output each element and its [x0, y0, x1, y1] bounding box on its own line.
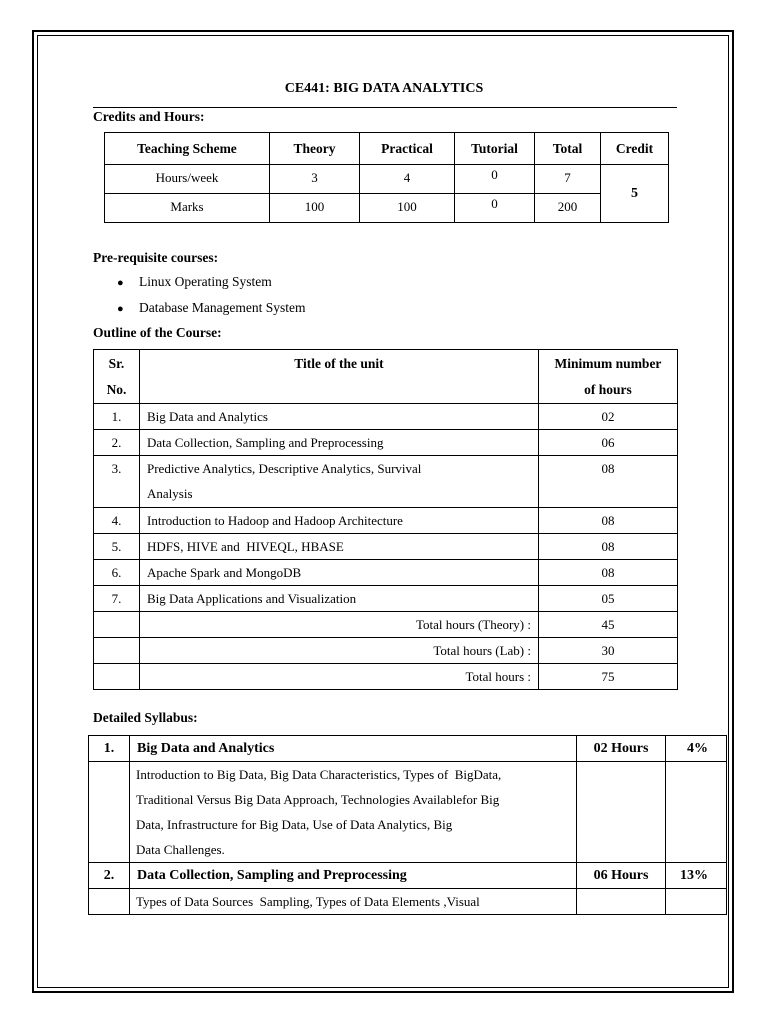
credits-row-marks — [105, 194, 669, 223]
table-row — [94, 534, 678, 560]
syllabus-table — [88, 735, 727, 915]
credits-cell: 0 — [455, 194, 535, 223]
outline-table — [93, 349, 678, 690]
credits-header-cell: Teaching Scheme — [105, 133, 270, 165]
course-title: CE441: BIG DATA ANALYTICS — [284, 81, 484, 96]
bullet-icon: ● — [117, 277, 124, 289]
credits-cell: 0 — [455, 165, 535, 194]
total-value: 45 — [539, 612, 678, 638]
syllabus-unit-title: Data Collection, Sampling and Preprocessing — [130, 863, 577, 889]
hours-header-line: of hours — [584, 382, 632, 397]
syllabus-unit-percent: 13% — [666, 863, 727, 889]
empty-cell — [577, 762, 666, 863]
sr-header-line: Sr. — [108, 356, 125, 371]
unit-hours: 05 — [539, 586, 678, 612]
hours-header-line: Minimum number — [554, 356, 662, 371]
credits-header-cell: Practical — [360, 133, 455, 165]
empty-cell — [577, 889, 666, 915]
sr-header-line: No. — [106, 382, 127, 397]
credits-cell: 4 — [360, 165, 455, 194]
prerequisite-label: Database Management System — [139, 300, 306, 315]
unit-title: Big Data and Analytics — [140, 404, 539, 430]
empty-cell — [94, 638, 140, 664]
prerequisite-item — [117, 274, 272, 290]
syllabus-unit-description — [130, 762, 577, 863]
credits-heading: Credits and Hours: — [93, 109, 205, 124]
credits-cell: 3 — [270, 165, 360, 194]
credits-header-row — [105, 133, 669, 165]
credits-header-cell: Credit — [601, 133, 669, 165]
empty-cell — [666, 762, 727, 863]
syllabus-unit-title: Big Data and Analytics — [130, 736, 577, 762]
outline-header-row — [94, 350, 678, 404]
empty-cell — [89, 762, 130, 863]
title-divider — [93, 107, 677, 108]
syllabus-unit-number: 2. — [89, 863, 130, 889]
bullet-icon: ● — [117, 303, 124, 315]
sr-no-header — [94, 350, 140, 404]
credit-value: 5 — [601, 165, 669, 223]
unit-title-line: Predictive Analytics, Descriptive Analytics, Survival — [147, 461, 422, 476]
table-row — [94, 586, 678, 612]
syllabus-unit-header — [89, 736, 727, 762]
unit-number: 1. — [94, 404, 140, 430]
total-value: 30 — [539, 638, 678, 664]
unit-title-line: Analysis — [147, 486, 193, 501]
unit-title: Data Collection, Sampling and Preprocessing — [140, 430, 539, 456]
credits-cell: 7 — [535, 165, 601, 194]
description-line: Data, Infrastructure for Big Data, Use of Data Analytics, Big — [136, 817, 453, 832]
unit-number: 7. — [94, 586, 140, 612]
total-row-theory — [94, 612, 678, 638]
unit-hours: 08 — [539, 560, 678, 586]
unit-title: Apache Spark and MongoDB — [140, 560, 539, 586]
syllabus-unit-hours: 06 Hours — [577, 863, 666, 889]
total-label: Total hours (Theory) : — [140, 612, 539, 638]
unit-title — [140, 456, 539, 508]
credits-table — [104, 132, 669, 223]
description-line: Data Challenges. — [136, 842, 225, 857]
unit-title-header: Title of the unit — [140, 350, 539, 404]
credits-row-hours — [105, 165, 669, 194]
unit-title: Big Data Applications and Visualization — [140, 586, 539, 612]
min-hours-header — [539, 350, 678, 404]
syllabus-heading: Detailed Syllabus: — [93, 710, 198, 725]
credits-cell: 100 — [270, 194, 360, 223]
unit-number: 5. — [94, 534, 140, 560]
unit-hours: 02 — [539, 404, 678, 430]
unit-title: HDFS, HIVE and HIVEQL, HBASE — [140, 534, 539, 560]
syllabus-unit-hours: 02 Hours — [577, 736, 666, 762]
table-row — [94, 430, 678, 456]
unit-hours: 08 — [539, 534, 678, 560]
total-row-lab — [94, 638, 678, 664]
table-row — [94, 456, 678, 508]
empty-cell — [89, 889, 130, 915]
credits-header-cell: Tutorial — [455, 133, 535, 165]
syllabus-unit-body — [89, 889, 727, 915]
syllabus-unit-number: 1. — [89, 736, 130, 762]
credits-header-cell: Theory — [270, 133, 360, 165]
empty-cell — [666, 889, 727, 915]
credits-cell: Hours/week — [105, 165, 270, 194]
total-label: Total hours (Lab) : — [140, 638, 539, 664]
unit-hours: 08 — [539, 508, 678, 534]
outline-heading: Outline of the Course: — [93, 325, 222, 340]
syllabus-unit-description — [130, 889, 577, 915]
prerequisite-label: Linux Operating System — [139, 274, 272, 289]
table-row — [94, 508, 678, 534]
description-line: Traditional Versus Big Data Approach, Technologies Availablefor Big — [136, 792, 500, 807]
description-line: Types of Data Sources Sampling, Types of Data Elements ,Visual — [136, 894, 480, 909]
total-row-all — [94, 664, 678, 690]
prerequisites-heading: Pre-requisite courses: — [93, 250, 219, 265]
empty-cell — [94, 612, 140, 638]
syllabus-unit-body — [89, 762, 727, 863]
unit-title: Introduction to Hadoop and Hadoop Architecture — [140, 508, 539, 534]
total-value: 75 — [539, 664, 678, 690]
syllabus-unit-percent: 4% — [666, 736, 727, 762]
description-line: Introduction to Big Data, Big Data Characteristics, Types of BigData, — [136, 767, 502, 782]
unit-number: 6. — [94, 560, 140, 586]
unit-number: 4. — [94, 508, 140, 534]
total-label: Total hours : — [140, 664, 539, 690]
unit-hours: 06 — [539, 430, 678, 456]
credits-cell: 200 — [535, 194, 601, 223]
table-row — [94, 560, 678, 586]
table-row — [94, 404, 678, 430]
prerequisite-item — [117, 300, 305, 316]
syllabus-unit-header — [89, 863, 727, 889]
empty-cell — [94, 664, 140, 690]
unit-number: 2. — [94, 430, 140, 456]
unit-hours: 08 — [539, 456, 678, 508]
credits-cell: Marks — [105, 194, 270, 223]
credits-cell: 100 — [360, 194, 455, 223]
credits-header-cell: Total — [535, 133, 601, 165]
unit-number: 3. — [94, 456, 140, 508]
